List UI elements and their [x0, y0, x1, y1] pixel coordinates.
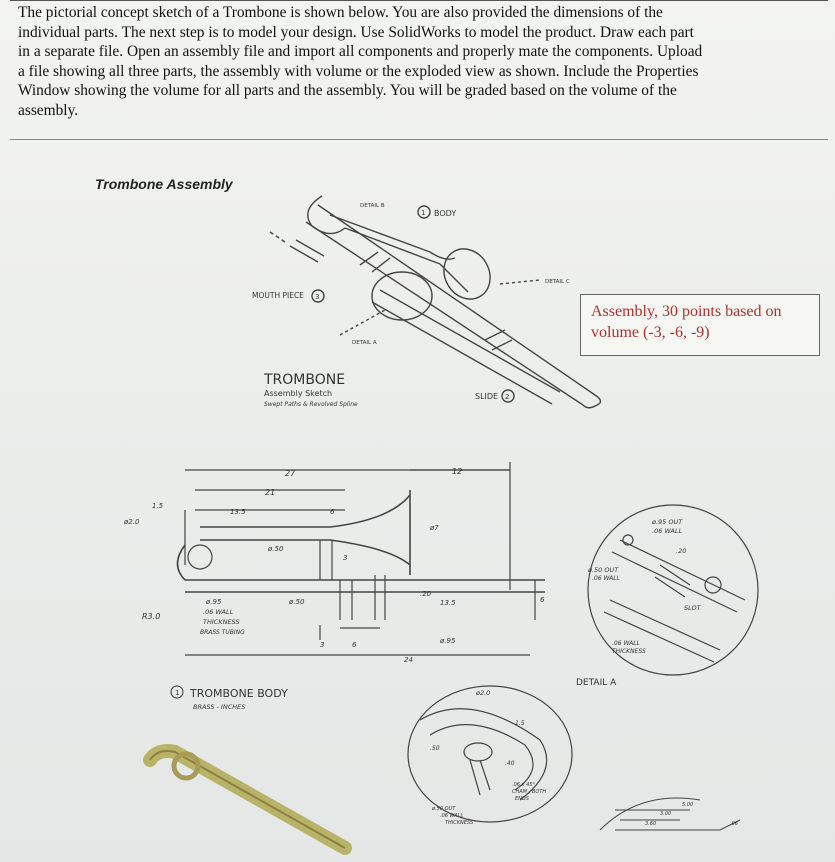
body-number: 1 — [421, 209, 426, 217]
vert-brace — [320, 540, 332, 580]
detail-a-circle — [372, 272, 432, 320]
bottom-part-render — [150, 751, 345, 848]
assembly-sketch-label: Assembly Sketch — [264, 389, 333, 398]
body-tube-inner — [330, 215, 430, 252]
prompt-line: assembly. — [18, 101, 79, 119]
detail-b-label: DETAIL B — [360, 203, 385, 209]
detail-a-small-label: DETAIL A — [352, 340, 377, 346]
slide-lower-tube-2 — [372, 302, 552, 404]
body-material: BRASS - INCHES — [193, 703, 246, 711]
dim-13-5b: 13.5 — [440, 599, 456, 607]
body-bend — [308, 196, 345, 234]
body-drawing-title: TROMBONE BODY — [190, 687, 288, 700]
dim-6c: 6 — [352, 641, 357, 649]
slide-tube-bottom — [306, 222, 583, 405]
mouthpiece-leader — [270, 232, 285, 242]
detail-c-cham: .06 x 45° — [512, 782, 535, 788]
detail-c-leader — [500, 280, 540, 284]
tubing-note: BRASS TUBING — [200, 629, 245, 636]
detail-c-note3: THICKNESS — [445, 820, 474, 826]
detail-c-circle — [408, 686, 572, 822]
dim-dia-7: ø7 — [430, 524, 439, 532]
detail-c-stem — [470, 760, 490, 795]
detail-c-label: DETAIL C — [545, 279, 570, 285]
detail-a-leader — [340, 310, 385, 335]
dim-dia-50b: ø.50 — [289, 598, 305, 606]
lower-tube — [185, 580, 545, 592]
dim-dia-95: ø.95 — [206, 598, 222, 606]
partial-dim-a: 5.00 — [682, 802, 694, 808]
detail-c-drawing — [408, 686, 572, 822]
detail-a-wall3: .06 WALL — [612, 640, 640, 647]
dim-dia-2-0: ø2.0 — [124, 518, 140, 526]
detail-c-note2: .06 WALL — [440, 813, 464, 819]
slide-label: SLIDE — [475, 392, 499, 401]
bell-rim — [435, 240, 499, 307]
dim-dia-95b: ø.95 — [440, 637, 456, 645]
prompt-line: individual parts. The next step is to model your design. Use SolidWorks to model the product. Draw each part — [18, 23, 694, 41]
detail-c-cham2: CHAM - BOTH — [512, 789, 547, 795]
mouth-piece-label: MOUTH PIECE — [252, 291, 304, 300]
dim-6: 6 — [330, 508, 335, 516]
mouthpiece-number: 3 — [315, 293, 320, 301]
dim-12: 12 — [452, 467, 463, 476]
dim-dia-50: ø.50 — [268, 545, 284, 553]
detail-a-slot: SLOT — [684, 604, 701, 612]
tube-bend — [178, 545, 186, 580]
detail-a-dia50: ø.50 OUT — [588, 566, 619, 574]
partial-lines — [615, 810, 740, 830]
dim-13-5: 13.5 — [230, 508, 246, 516]
detail-a-d20: .20 — [676, 547, 687, 555]
slide-bend — [583, 395, 601, 408]
dim-21: 21 — [265, 488, 276, 497]
mouthpiece-tube — [290, 240, 324, 262]
bottom-dims — [320, 625, 380, 640]
prompt-line: in a separate file. Open an assembly file and import all components and properly mate the components. Upload — [18, 43, 703, 61]
upper-tube-bell — [200, 495, 410, 565]
prompt-line: The pictorial concept sketch of a Trombone is shown below. You are also provided the dimensions of the — [18, 4, 663, 21]
swept-note: Swept Paths & Revolved Spline — [264, 401, 358, 408]
wall-note: .06 WALL — [203, 608, 234, 616]
partial-dim-b: 3.00 — [660, 811, 672, 817]
body-title-number: 1 — [175, 689, 180, 697]
slide-number: 2 — [505, 393, 510, 401]
detail-c-d40: .40 — [505, 760, 515, 767]
detail-a-wall2: .06 WALL — [592, 575, 620, 582]
dim-27: 27 — [285, 469, 296, 478]
detail-c-note1: ø.50 OUT — [432, 806, 456, 812]
prompt-line: a file showing all three parts, the assembly with volume or the exploded view as shown. Include the Properties — [18, 62, 699, 80]
thickness-note: THICKNESS — [203, 618, 240, 626]
body-label: BODY — [434, 209, 457, 218]
detail-a-wall1: .06 WALL — [652, 527, 683, 535]
partial-dim-d: .06 — [730, 821, 738, 827]
body-drawing — [178, 462, 546, 655]
detail-a-thickness: THICKNESS — [612, 648, 646, 655]
slide-lower-tube — [380, 290, 560, 392]
grading-note: Assembly, 30 points based on volume (-3, -6, -9) — [580, 294, 820, 356]
trombone-heading: TROMBONE — [264, 372, 346, 388]
dim-1-5: 1.5 — [152, 502, 164, 510]
body-tube-upper — [345, 228, 440, 264]
detail-c-d50: .50 — [430, 745, 440, 752]
figure-title: Trombone Assembly — [95, 176, 233, 192]
detail-c-collar — [464, 743, 492, 761]
dim-20: .20 — [420, 590, 432, 598]
brace-1 — [360, 252, 390, 272]
detail-c-d15: 1.5 — [515, 720, 525, 727]
brace-2 — [485, 330, 512, 350]
dim-3a: 3 — [343, 554, 348, 562]
dim-3b: 3 — [320, 641, 325, 649]
detail-c-ends: ENDS — [515, 796, 529, 802]
dim-6b: 6 — [540, 596, 545, 604]
detail-c-dia: ø2.0 — [476, 689, 491, 697]
dim-r3-0: R3.0 — [142, 612, 161, 621]
partial-dim-c: 3.60 — [645, 821, 657, 827]
detail-a-dia95: ø.95 OUT — [652, 518, 683, 526]
prompt-line: Window showing the volume for all parts and the assembly. You will be graded based on the volume of the — [18, 82, 677, 100]
detail-a-label: DETAIL A — [576, 678, 617, 688]
dim-24: 24 — [404, 656, 413, 664]
braces — [340, 575, 385, 620]
bend-circle — [188, 545, 212, 569]
